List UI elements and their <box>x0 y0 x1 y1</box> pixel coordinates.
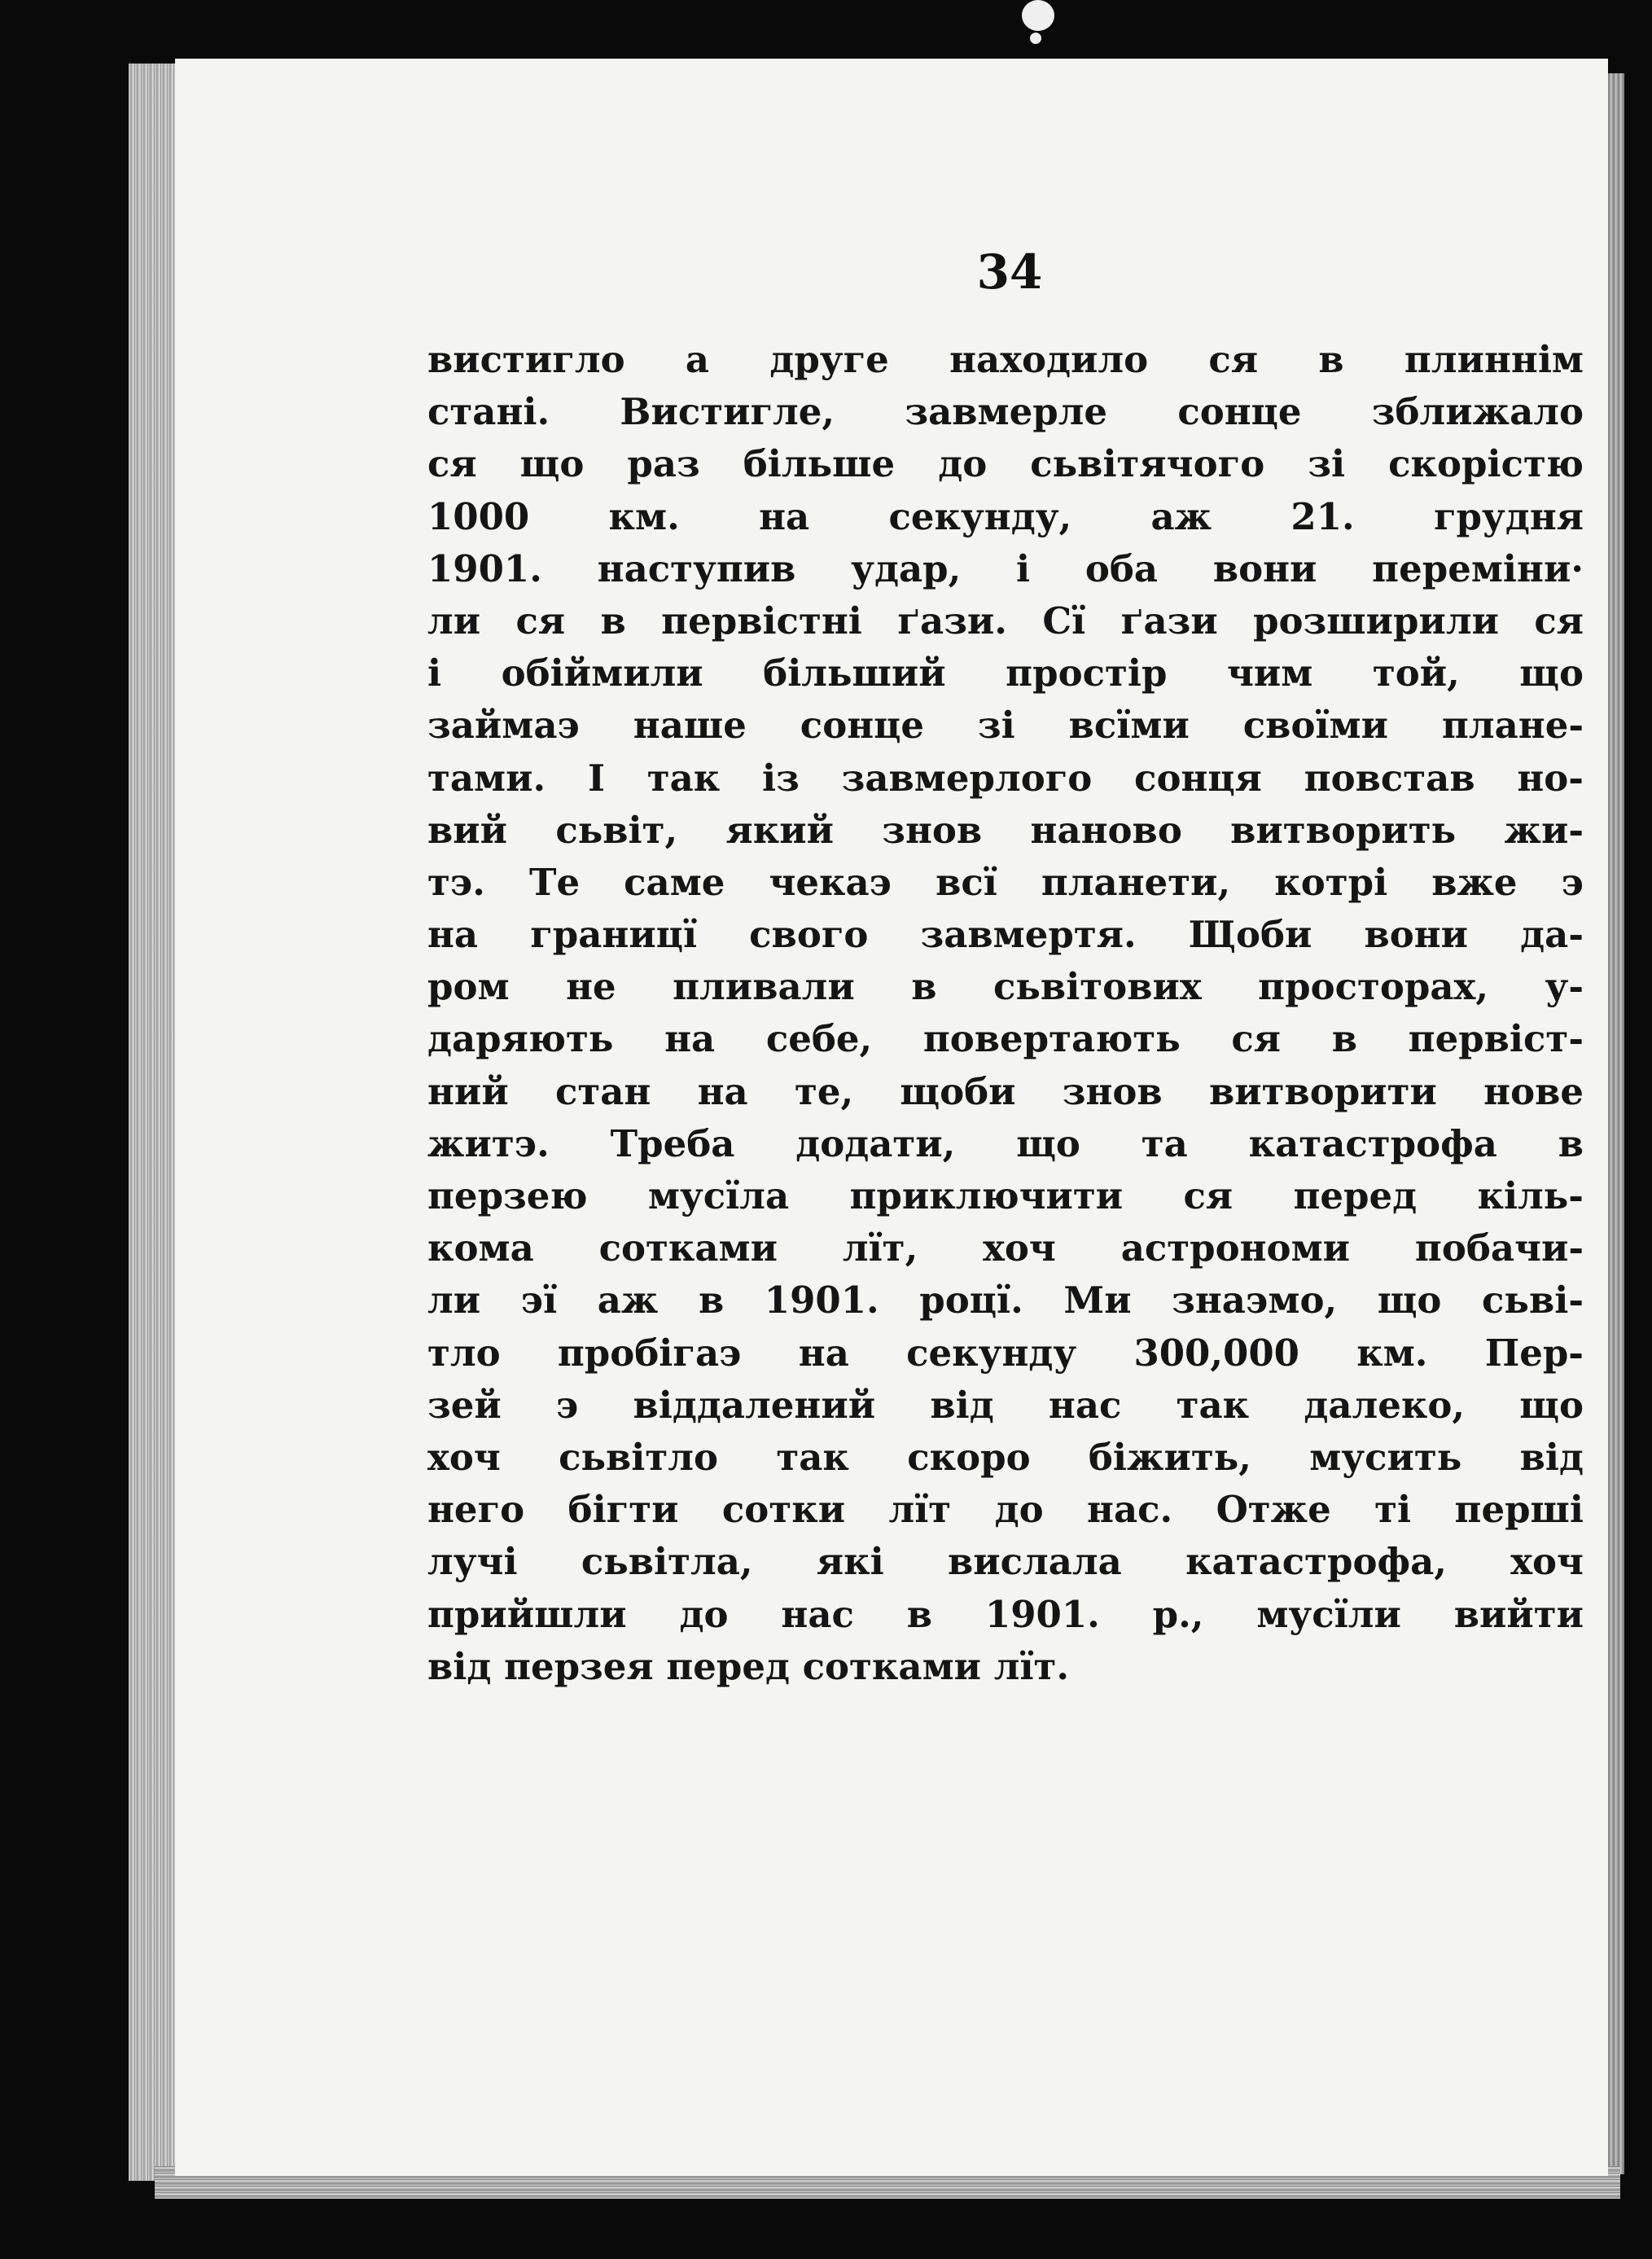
text-line: на границї свого завмертя. Щоби вони да- <box>427 913 1584 957</box>
text-line: 1901. наступив удар, і оба вони переміни· <box>427 546 1584 590</box>
text-line: і обіймили більший простір чим той, що <box>427 651 1584 695</box>
text-line: стані. Вистигле, завмерле сонце зближало <box>427 390 1584 434</box>
text-line: хоч сьвітло так скоро біжить, мусить від <box>427 1435 1584 1479</box>
text-line: 1000 км. на секунду, аж 21. грудня <box>427 494 1584 538</box>
text-line: ли эї аж в 1901. роцї. Ми знаэмо, що сьві- <box>427 1279 1584 1323</box>
text-line: ром не пливали в сьвітових просторах, у- <box>427 965 1584 1009</box>
scan-speck <box>1022 0 1054 31</box>
text-line: перзею мусїла приключити ся перед кіль- <box>427 1174 1584 1217</box>
scan-speck <box>1030 33 1041 44</box>
text-line: тло пробігаэ на секунду 300,000 км. Пер- <box>427 1331 1584 1375</box>
page-number: 34 <box>976 244 1043 300</box>
text-line: ся що раз більше до сьвітячого зі скорістю <box>427 442 1584 486</box>
text-line: від перзея перед сотками лїт. <box>427 1644 1070 1688</box>
text-line: него бігти сотки лїт до нас. Отже ті перші <box>427 1488 1584 1532</box>
text-line: вистигло а друге находило ся в плиннім <box>427 338 1584 381</box>
text-line: даряють на себе, повертають ся в первіст- <box>427 1017 1584 1061</box>
text-line: житэ. Треба додати, що та катастрофа в <box>427 1121 1584 1165</box>
text-line: ний стан на те, щоби знов витворити нове <box>427 1069 1584 1113</box>
text-line: прийшли до нас в 1901. р., мусїли вийти <box>427 1592 1584 1636</box>
text-line: займаэ наше сонце зі всїми своїми плане- <box>427 704 1584 748</box>
text-line: зей э віддалений від нас так далеко, що <box>427 1383 1584 1427</box>
text-line: лучі сьвітла, які вислала катастрофа, хоч <box>427 1540 1584 1584</box>
text-line: ли ся в первістні ґази. Сї ґази розширили ся <box>427 599 1584 643</box>
text-line: тэ. Те саме чекаэ всї планети, котрі вже э <box>427 860 1584 904</box>
text-line: вий сьвіт, який знов наново витворить жи- <box>427 808 1584 852</box>
body-text <box>427 334 1584 1693</box>
text-line: кома сотками лїт, хоч астрономи побачи- <box>427 1226 1584 1270</box>
text-line: тами. І так із завмерлого сонця повстав но- <box>427 756 1584 800</box>
